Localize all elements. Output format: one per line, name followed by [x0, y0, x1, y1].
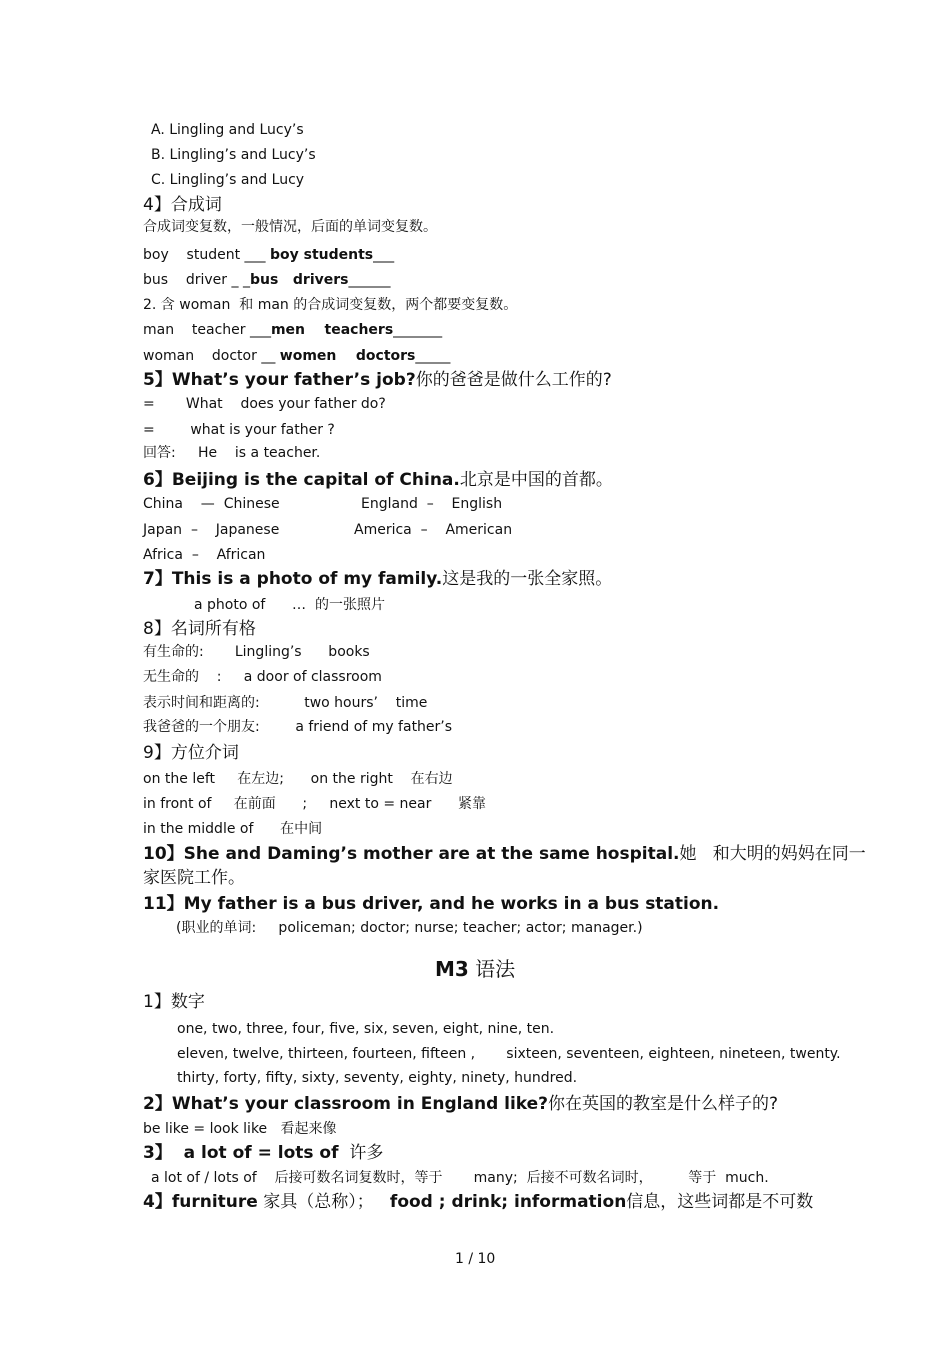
prep-left-right: on the left 在左边; on the right 在右边: [143, 771, 453, 787]
example-women-doctors: woman doctor __ women doctors_____: [143, 348, 451, 364]
example-bus-drivers: bus driver _ _bus drivers______: [143, 272, 391, 288]
same-hospital-cont: 家医院工作。: [143, 868, 245, 888]
father-job-line-1: = What does your father do?: [143, 396, 386, 412]
prep-front-next: in front of 在前面 ; next to = near 紧靠: [143, 796, 487, 812]
heading-classroom: 2】What’s your classroom in England like?你在英国的教室是什么样子的?: [143, 1094, 779, 1114]
a-lot-of-note: a lot of / lots of 后接可数名词复数时，等于 many; 后接不可数名词时， 等于 much.: [151, 1170, 769, 1186]
heading-family-photo: 7】This is a photo of my family.这是我的一张全家照。: [143, 569, 613, 589]
country-england: England – English: [361, 496, 503, 512]
country-africa: Africa – African: [143, 547, 266, 563]
possessive-time-distance: 表示时间和距离的: two hours’ time: [143, 695, 428, 711]
section-title-m3: M3 语法: [435, 957, 516, 981]
heading-compound-words: 4】合成词: [143, 195, 222, 215]
job-words: (职业的单词: policeman; doctor; nurse; teacher; actor; manager.): [176, 920, 643, 936]
country-china: China — Chinese: [143, 496, 280, 512]
possessive-animate: 有生命的: Lingling’s books: [143, 644, 370, 660]
heading-prepositions: 9】方位介词: [143, 743, 239, 763]
example-boy-students: boy student ___ boy students___: [143, 247, 395, 263]
heading-possessive: 8】名词所有格: [143, 619, 256, 639]
prep-middle: in the middle of 在中间: [143, 821, 323, 837]
heading-capital: 6】Beijing is the capital of China.北京是中国的首都。: [143, 470, 613, 490]
numbers-tens: thirty, forty, fifty, sixty, seventy, eighty, ninety, hundred.: [177, 1070, 578, 1086]
photo-of-note: a photo of … 的一张照片: [194, 597, 385, 613]
heading-uncountable: 4】furniture 家具（总称）； food ; drink; information信息，这些词都是不可数: [143, 1192, 814, 1212]
numbers-1-10: one, two, three, four, five, six, seven, eight, nine, ten.: [177, 1021, 555, 1037]
father-job-line-2: = what is your father ?: [143, 422, 335, 438]
option-b: B. Lingling’s and Lucy’s: [151, 147, 316, 163]
heading-a-lot-of: 3】 a lot of = lots of 许多: [143, 1143, 384, 1163]
heading-father-job: 5】What’s your father’s job?你的爸爸是做什么工作的?: [143, 370, 612, 390]
be-like-note: be like = look like 看起来像: [143, 1121, 337, 1137]
heading-bus-driver: 11】My father is a bus driver, and he works in a bus station.: [143, 894, 720, 914]
example-men-teachers: man teacher ___men teachers_______: [143, 322, 443, 338]
father-job-answer: 回答: He is a teacher.: [143, 445, 321, 461]
option-a: A. Lingling and Lucy’s: [151, 122, 304, 138]
possessive-double: 我爸爸的一个朋友: a friend of my father’s: [143, 719, 453, 735]
option-c: C. Lingling’s and Lucy: [151, 172, 305, 188]
page-number: 1 / 10: [455, 1251, 496, 1267]
heading-same-hospital: 10】She and Daming’s mother are at the same hospital.她 和大明的妈妈在同一: [143, 844, 866, 864]
country-america: America – American: [354, 522, 513, 538]
heading-numbers: 1】数字: [143, 992, 205, 1012]
rule-woman-man: 2. 含 woman 和 man 的合成词变复数，两个都要变复数。: [143, 297, 518, 313]
rule-compound-plural: 合成词变复数，一般情况，后面的单词变复数。: [143, 219, 437, 235]
country-japan: Japan – Japanese: [143, 522, 280, 538]
possessive-inanimate: 无生命的 : a door of classroom: [143, 669, 382, 685]
numbers-11-20: eleven, twelve, thirteen, fourteen, fifteen , sixteen, seventeen, eighteen, nineteen, twenty.: [177, 1046, 841, 1062]
